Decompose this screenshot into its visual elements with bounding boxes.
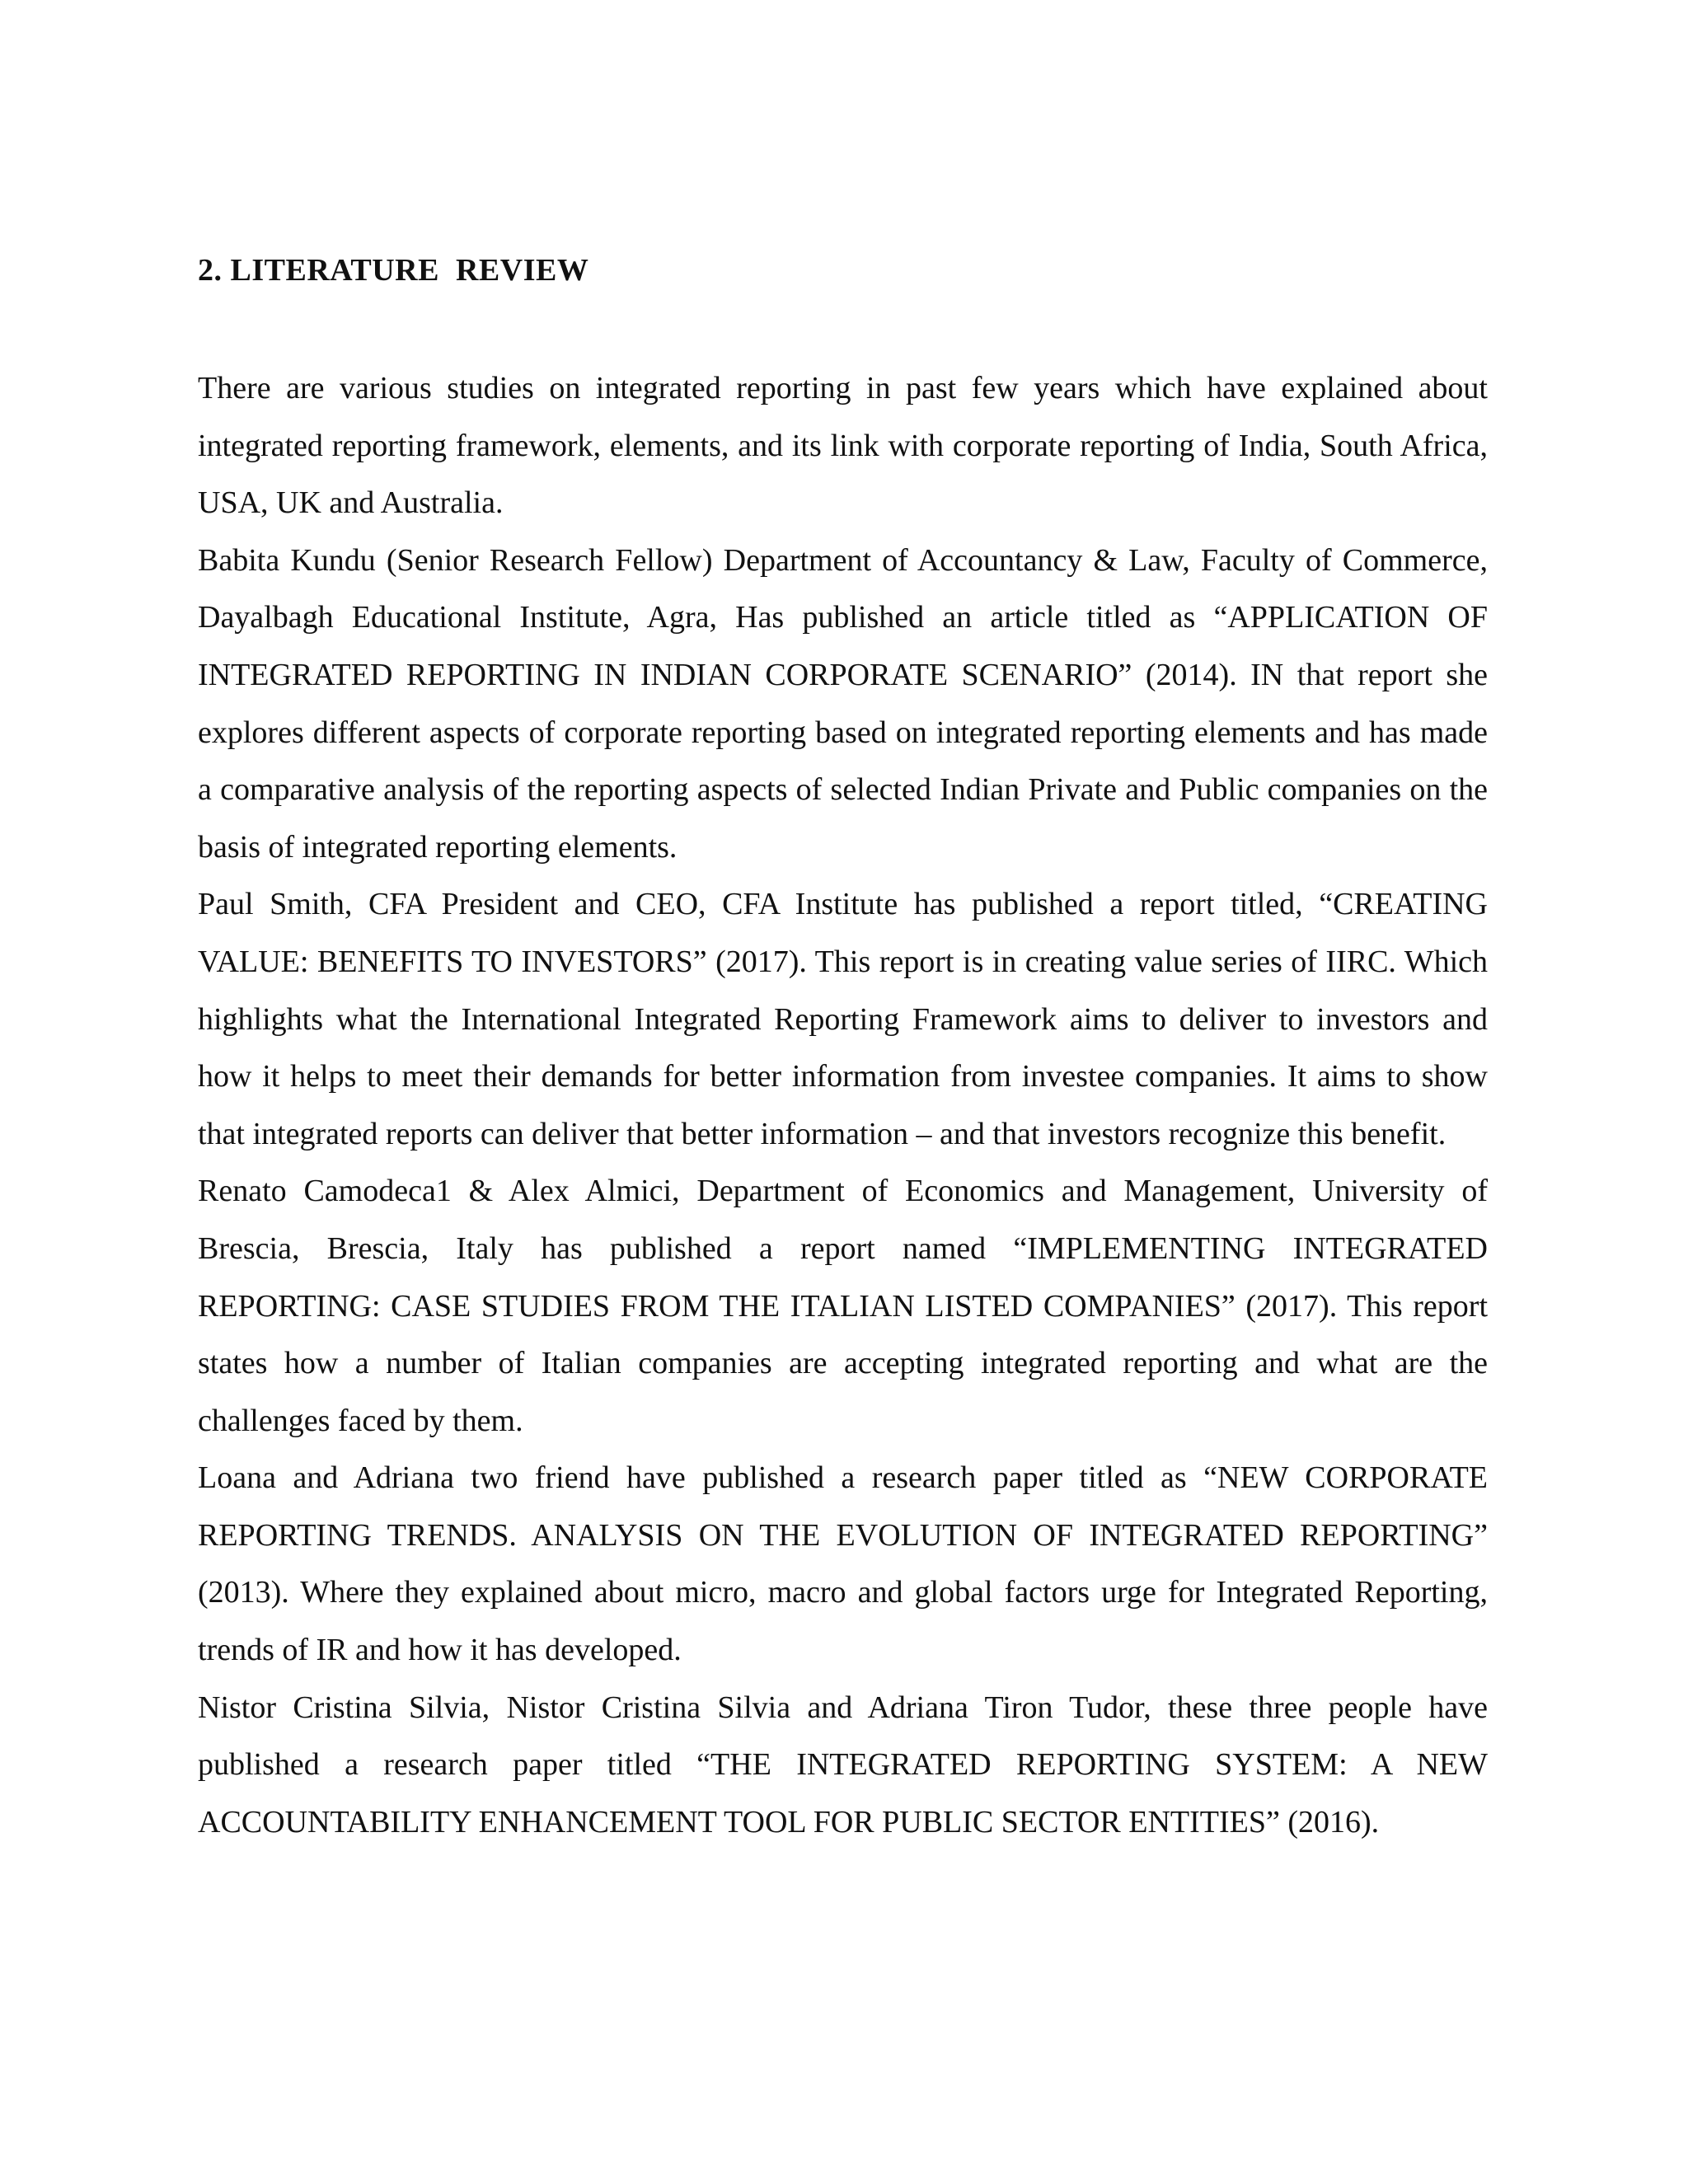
review-paragraph-loana: Loana and Adriana two friend have published a research paper titled as “NEW CORPORATE REPORTING TRENDS. ANALYSIS ON THE EVOLUTION OF INTEGRATED REPORTING” (2013). Where they explained about micro, macro and global factors urge for Integrated Reporting, trends of IR and how it has developed. — [198, 1460, 1488, 1668]
review-paragraph-nistor: Nistor Cristina Silvia, Nistor Cristina Silvia and Adriana Tiron Tudor, these three people have published a research paper titled “THE INTEGRATED REPORTING SYSTEM: A NEW ACCOUNTABILITY ENHANCEMENT TOOL FOR PUBLIC SECTOR ENTITIES” (2016). — [198, 1690, 1488, 1840]
section-heading: 2. LITERATURE REVIEW — [198, 253, 589, 288]
review-paragraph-camodeca: Renato Camodeca1 & Alex Almici, Department of Economics and Management, University of Brescia, Brescia, Italy has published a report named “IMPLEMENTING INTEGRATED REPORTING: CASE STUDIES FROM THE ITALIAN LISTED COMPANIES” (2017). This report states how a number of Italian companies are accepting integrated reporting and what are the challenges faced by them. — [198, 1174, 1488, 1438]
section-body — [198, 360, 1488, 1851]
review-paragraph-smith: Paul Smith, CFA President and CEO, CFA Institute has published a report titled, “CREATING VALUE: BENEFITS TO INVESTORS” (2017). This report is in creating value series of IIRC. Which highlights what the International Integrated Reporting Framework aims to deliver to investors and how it helps to meet their demands for better information from investee companies. It aims to show that integrated reports can deliver that better information – and that investors recognize this benefit. — [198, 887, 1488, 1151]
intro-paragraph: There are various studies on integrated reporting in past few years which have explained about integrated reporting framework, elements, and its link with corporate reporting of India, South Africa, USA, UK and Australia. — [198, 371, 1488, 521]
review-paragraph-kundu: Babita Kundu (Senior Research Fellow) Department of Accountancy & Law, Faculty of Commerce, Dayalbagh Educational Institute, Agra, Has published an article titled as “APPLICATION OF INTEGRATED REPORTING IN INDIAN CORPORATE SCENARIO” (2014). IN that report she explores different aspects of corporate reporting based on integrated reporting elements and has made a comparative analysis of the reporting aspects of selected Indian Private and Public companies on the basis of integrated reporting elements. — [198, 542, 1488, 865]
